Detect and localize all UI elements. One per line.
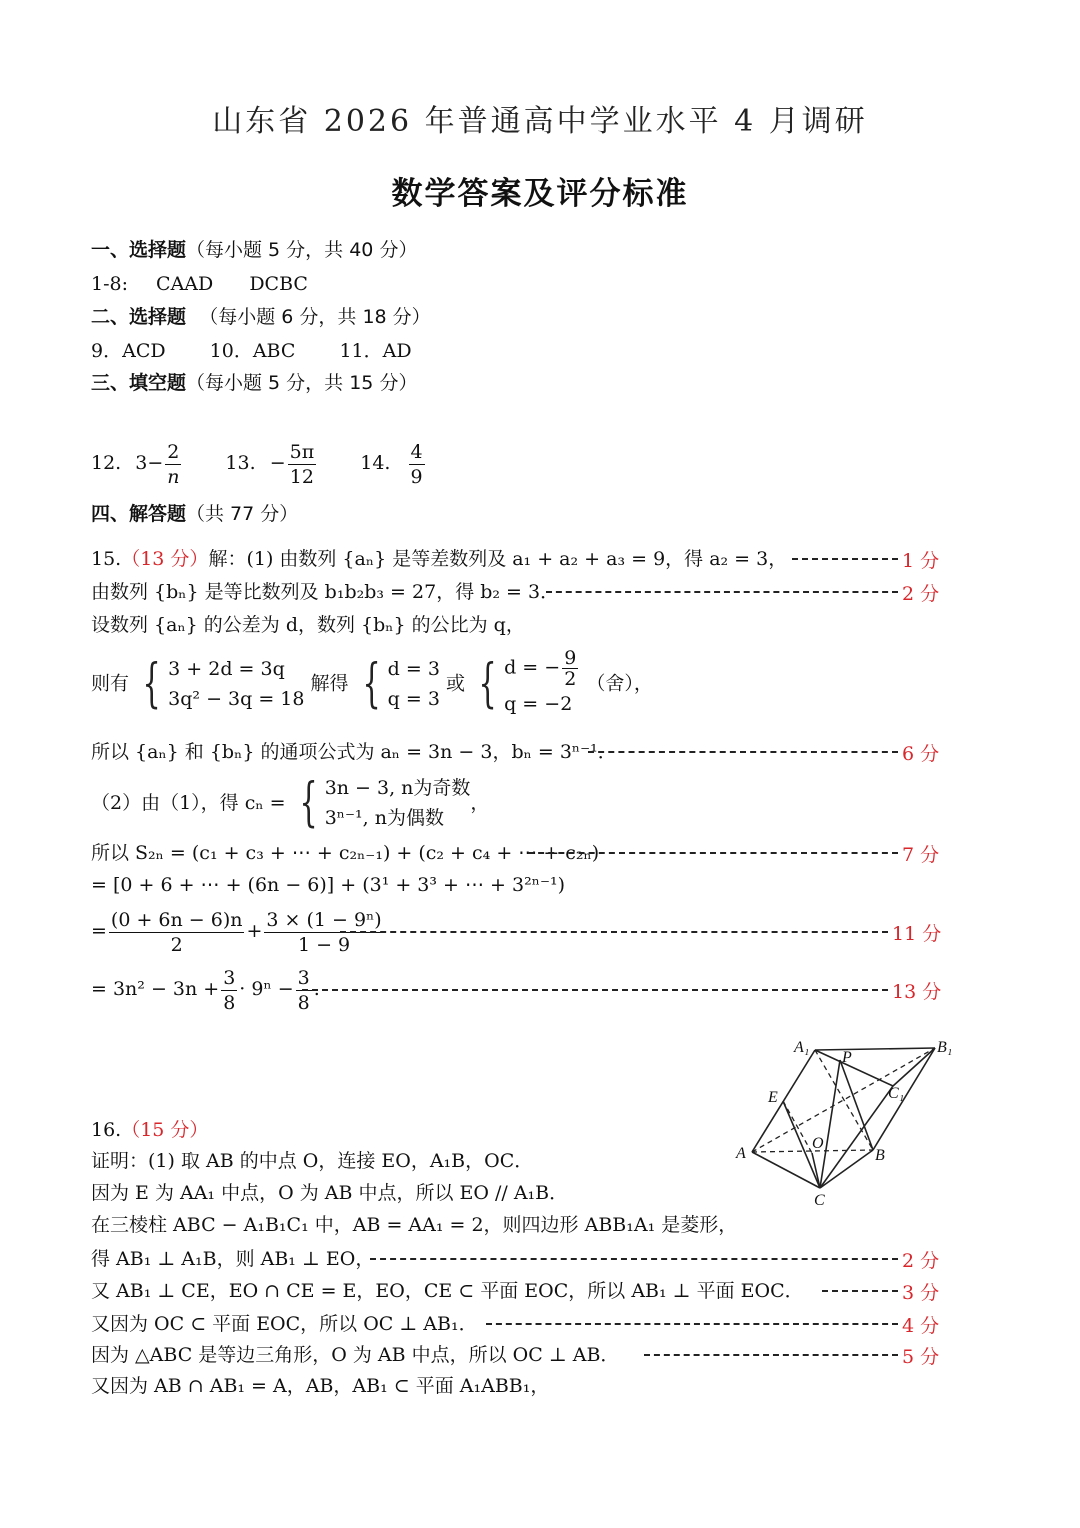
score-mark: 4 分: [902, 1315, 940, 1337]
section-title: 四、解答题: [91, 503, 187, 525]
question-number: 15.: [91, 548, 122, 570]
label-o: O: [812, 1135, 824, 1152]
edge-cb: [820, 1150, 873, 1188]
score-leader: [340, 919, 888, 945]
label-b1: B₁: [937, 1039, 953, 1056]
section-heading-choice-2: [91, 304, 431, 330]
question-number: 9．: [91, 340, 123, 362]
answer-group-b: DCBC: [249, 273, 308, 295]
label-b: B: [875, 1147, 885, 1164]
q16-line-2: 因为 E 为 AA₁ 中点，O 为 AB 中点，所以 EO // A₁B．: [91, 1182, 569, 1204]
edge-a1c1: [815, 1050, 893, 1086]
score-leader: [822, 1278, 898, 1304]
text: = 3n² − 3n +: [91, 978, 220, 1000]
section-heading-fill: [91, 370, 417, 396]
score-leader: [644, 1342, 898, 1368]
text: （2）由（1），得 cₙ =: [91, 792, 286, 814]
prism-figure: [730, 1030, 960, 1210]
q15-general-term: 所以 {aₙ} 和 {bₙ} 的通项公式为 aₙ = 3n − 3，bₙ = 3ⁿ⁻¹．: [91, 741, 617, 763]
score-mark: 2 分: [902, 1250, 940, 1272]
label-c: C: [814, 1192, 825, 1209]
text: 解得: [310, 672, 349, 695]
answer: ABC: [252, 340, 296, 362]
case: 3ⁿ⁻¹, n为偶数: [324, 807, 444, 829]
text: · 9ⁿ −: [239, 978, 294, 1000]
fraction-denominator: 9: [410, 465, 423, 488]
fraction-denominator: 8: [223, 991, 236, 1014]
fraction-denominator: 1 − 9: [297, 933, 351, 956]
left-brace-icon: {: [299, 773, 318, 833]
fraction-numerator: 3: [223, 966, 236, 989]
text: ，: [470, 792, 490, 814]
score-leader: [588, 739, 898, 765]
edge-b1c1: [893, 1048, 935, 1086]
score-leader: [528, 840, 898, 866]
score-leader: [792, 546, 898, 572]
section-title: 一、选择题: [91, 239, 187, 261]
equation: d = 3: [387, 657, 440, 680]
question-number: 12.: [91, 452, 122, 474]
edge-c1c: [820, 1086, 893, 1188]
piecewise: [325, 773, 471, 833]
section-title: 二、选择题: [91, 306, 187, 328]
text: （舍），: [586, 672, 653, 695]
q16-line-6: 又因为 OC ⊂ 平面 EOC，所以 OC ⊥ AB₁．: [91, 1313, 478, 1335]
text: 或: [445, 672, 465, 695]
text: =: [91, 920, 107, 942]
score-mark: 13 分: [892, 981, 942, 1003]
score-mark: 6 分: [902, 743, 940, 765]
fraction-denominator: 12: [289, 465, 314, 488]
q16-line-4: 得 AB₁ ⊥ A₁B，则 AB₁ ⊥ EO，: [91, 1248, 375, 1270]
equation: d = −: [504, 656, 561, 679]
score-mark: 3 分: [902, 1282, 940, 1304]
question-points: （13 分）: [121, 548, 209, 570]
section-title: 三、填空题: [91, 372, 187, 394]
solution-1: [388, 654, 440, 714]
edge-pc: [820, 1060, 840, 1188]
score-mark: 1 分: [902, 550, 940, 572]
section-heading-solutions: [91, 501, 298, 527]
case: 3n − 3, n为奇数: [324, 777, 471, 799]
equation: q = −2: [504, 693, 573, 715]
fraction-numerator: 5π: [289, 440, 315, 463]
label-c1: C₁: [888, 1085, 905, 1102]
section-heading-choice-1: [91, 237, 417, 263]
fraction-numerator: 3: [297, 966, 310, 989]
question-number: 10．: [209, 340, 253, 362]
fraction-denominator: 2: [564, 668, 577, 690]
q15-sum-2: = [0 + 6 + ⋯ + (6n − 6)] + (3¹ + 3³ + ⋯ + 3²ⁿ⁻¹): [91, 874, 565, 896]
question-number: 14.: [360, 452, 391, 474]
text: .: [313, 978, 320, 1000]
fraction-numerator: 3 × (1 − 9ⁿ): [266, 908, 382, 931]
section-note: （每小题 5 分，共 15 分）: [186, 372, 418, 394]
question-number: 16.: [91, 1119, 122, 1141]
score-leader: [486, 1311, 898, 1337]
label-e: E: [768, 1089, 778, 1106]
q16-line-8: 又因为 AB ∩ AB₁ = A，AB，AB₁ ⊂ 平面 A₁ABB₁，: [91, 1375, 550, 1397]
q16-line-1: 证明：(1) 取 AB 的中点 O，连接 EO，A₁B，OC．: [91, 1150, 534, 1172]
text: 则有: [91, 672, 130, 695]
score-mark: 11 分: [892, 923, 942, 945]
fraction-numerator: 9: [564, 647, 577, 669]
q15-line-1: [91, 546, 787, 572]
score-leader: [302, 977, 888, 1003]
q15-part2: [91, 773, 489, 833]
score-mark: 7 分: [902, 844, 940, 866]
question-number: 13.: [225, 452, 256, 474]
text: +: [246, 920, 263, 942]
section-note: （每小题 6 分，共 18 分）: [199, 306, 431, 328]
q16-line-7: 因为 △ABC 是等边三角形，O 为 AB 中点，所以 OC ⊥ AB．: [91, 1344, 620, 1366]
score-leader: [546, 579, 898, 605]
fraction-numerator: 4: [410, 440, 423, 463]
answers-9-11: [91, 338, 412, 364]
question-number: 11．: [339, 340, 383, 362]
score-leader: [370, 1246, 898, 1272]
answer: ACD: [122, 340, 166, 362]
fraction-denominator: 2: [170, 933, 183, 956]
score-mark: 5 分: [902, 1346, 940, 1368]
section-note: （共 77 分）: [186, 503, 299, 525]
equation: 3 + 2d = 3q: [168, 657, 285, 680]
answers-1-8: [91, 271, 308, 297]
fraction-numerator: 2: [167, 440, 180, 463]
answers-12-14: [91, 433, 427, 493]
answer-group-a: CAAD: [156, 273, 214, 295]
answer: AD: [382, 340, 412, 362]
equation: 3q² − 3q = 18: [168, 687, 305, 710]
edge-eo: [783, 1101, 812, 1153]
fraction: [165, 440, 181, 489]
equation: q = 3: [387, 687, 440, 710]
label-p: P: [842, 1049, 852, 1066]
left-brace-icon: {: [362, 653, 381, 714]
fraction-denominator: n: [167, 465, 180, 488]
expr-lead: 3−: [135, 452, 164, 474]
q15-equation-system: [91, 648, 653, 719]
question-points: （15 分）: [121, 1119, 209, 1141]
q15-sum-1: 所以 S₂ₙ = (c₁ + c₃ + ⋯ + c₂ₙ₋₁) + (c₂ + c₄ + ⋯ + c₂ₙ): [91, 842, 600, 864]
edge-a1b1: [815, 1048, 935, 1050]
page-title: 山东省 2026 年普通高中学业水平 4 月调研: [212, 104, 868, 139]
system: [168, 654, 304, 714]
fraction: [409, 440, 425, 489]
fraction: [109, 908, 245, 957]
expr-lead: −: [269, 452, 286, 474]
left-brace-icon: {: [142, 653, 161, 714]
score-mark: 2 分: [902, 583, 940, 605]
section-note: （每小题 5 分，共 40 分）: [186, 239, 418, 261]
q15-line-3: 设数列 {aₙ} 的公差为 d，数列 {bₙ} 的公比为 q，: [91, 614, 525, 636]
left-brace-icon: {: [478, 653, 497, 714]
label-a1: A₁: [794, 1039, 810, 1056]
q15-line-2: 由数列 {bₙ} 是等比数列及 b₁b₂b₃ = 27，得 b₂ = 3．: [91, 581, 560, 603]
fraction: [288, 440, 317, 489]
q16-line-3: 在三棱柱 ABC − A₁B₁C₁ 中，AB = AA₁ = 2，则四边形 ABB₁A₁ 是菱形，: [91, 1214, 738, 1236]
fraction-denominator: 8: [297, 991, 310, 1014]
solution-2: [504, 648, 580, 719]
fraction-numerator: (0 + 6n − 6)n: [110, 908, 243, 931]
q16-line-5: 又 AB₁ ⊥ CE，EO ∩ CE = E，EO，CE ⊂ 平面 EOC，所以 AB₁ ⊥ 平面 EOC．: [91, 1280, 804, 1302]
fraction: [221, 966, 237, 1015]
answer-range: 1-8:: [91, 273, 128, 295]
q15-sum-4: [91, 964, 320, 1015]
page-subtitle: 数学答案及评分标准: [391, 176, 689, 212]
solution-text: 解：(1) 由数列 {aₙ} 是等差数列及 a₁ + a₂ + a₃ = 9，得 a₂ = 3，: [208, 548, 788, 570]
edge-ac: [752, 1152, 820, 1188]
q16-heading: [91, 1117, 208, 1143]
label-a: A: [736, 1145, 746, 1162]
